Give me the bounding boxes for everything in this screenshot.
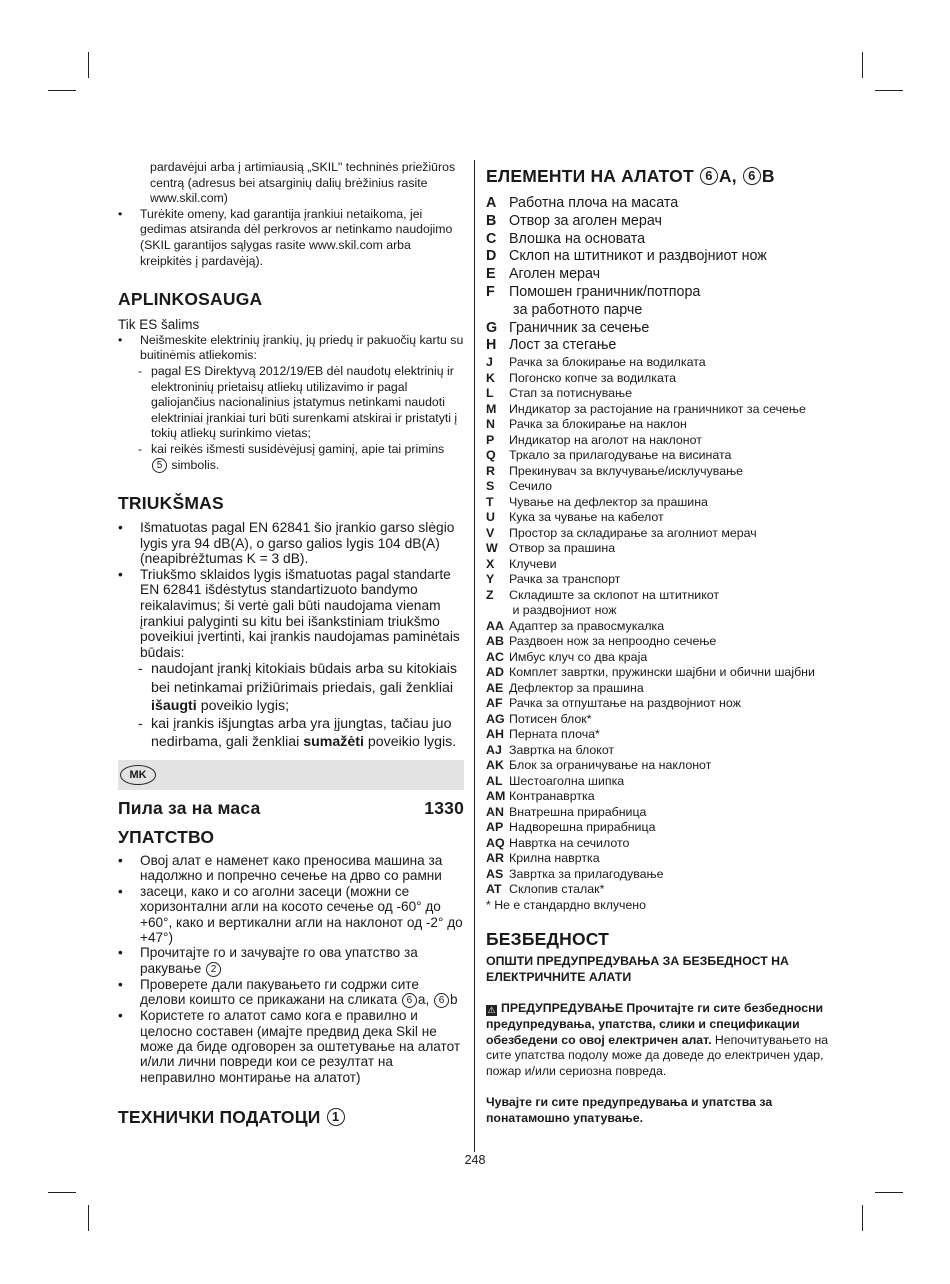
part-item <box>486 650 834 666</box>
section-heading-triuksmas: TRIUKŠMAS <box>118 493 224 514</box>
part-key: J <box>486 355 493 370</box>
part-item <box>486 789 834 805</box>
part-label: Крилна навртка <box>509 851 600 866</box>
part-item <box>486 371 834 387</box>
part-label: Помошен граничник/потпора <box>509 283 701 300</box>
part-item <box>486 805 834 821</box>
part-item <box>486 619 834 635</box>
part-item <box>486 727 834 743</box>
part-key: B <box>486 212 497 229</box>
crop-mark <box>875 90 903 91</box>
part-item <box>486 355 834 371</box>
part-label: Простор за складирање за аголниот мерач <box>509 525 757 540</box>
part-key: D <box>486 248 497 265</box>
disposal-dash-1: - pagal ES Direktyvą 2012/19/EB dėl naudotų elektrinių ir elektroninių prietaisų atliekų utilizavimo ir pagal galiojančius nacionalinius įstatymus netinkami naudoti elektriniai įrankiai turi būti surenkami atskirai ir pristatyti į tokių atliekų surinkimo vietas; <box>118 364 464 442</box>
part-label: Рачка за блокирање на наклон <box>509 417 687 432</box>
part-key: AF <box>486 696 503 711</box>
part-item <box>486 836 834 852</box>
elements-title: ЕЛЕМЕНТИ НА АЛАТОТ <box>486 166 694 186</box>
part-label: Рачка за отпуштање на раздвојниот нож <box>509 696 741 711</box>
part-label: и раздвојниот нож <box>509 603 617 618</box>
mk-section <box>118 798 464 1128</box>
part-key: AQ <box>486 835 505 850</box>
section-heading-upatstvo: УПАТСТВО <box>118 827 215 847</box>
part-label: Внатрешна прирабница <box>509 804 647 819</box>
instructions-bullet-4 <box>118 977 464 1008</box>
noise-dash-2 <box>118 715 464 751</box>
part-item <box>486 820 834 836</box>
crop-mark <box>862 52 863 78</box>
part-key: A <box>486 195 497 211</box>
disposal-dash-2 <box>118 442 464 473</box>
part-key: AT <box>486 882 502 897</box>
part-label: Чување на дефлектор за прашина <box>509 494 708 509</box>
part-item <box>486 464 834 480</box>
part-key: AN <box>486 804 504 819</box>
part-item <box>486 284 834 302</box>
part-item <box>486 320 834 338</box>
part-label: Дефлектор за прашина <box>509 680 644 695</box>
part-label: Завртка на блокот <box>509 742 615 757</box>
part-key: AJ <box>486 742 502 757</box>
figure-reference-2: 2 <box>206 962 221 977</box>
part-label: Тркало за прилагодување на висината <box>509 448 732 463</box>
part-key: AR <box>486 851 504 866</box>
figure-suffix-a: a, <box>417 992 430 1008</box>
part-label: Складиште за склопот на штитникот <box>509 587 720 602</box>
elements-suffix-b: B <box>761 166 775 186</box>
part-label: Лост за стегање <box>509 337 617 354</box>
instructions-bullet-3-text: Прочитајте го и зачувајте го ова упатство за ракување <box>140 945 418 976</box>
part-key: AL <box>486 773 503 788</box>
part-item <box>486 231 834 249</box>
warning-bold-text: ПРЕДУПРЕДУВАЊЕ Прочитајте ги сите безбедносни предупредувања, упатства, слики и спецификации обезбедени со овој електричен алат. <box>486 1001 824 1047</box>
part-key: L <box>486 386 494 401</box>
figure-reference-6A: 6 <box>700 167 718 185</box>
parts-footnote: * Не е стандардно вклучено <box>486 897 646 912</box>
part-label: Блок за ограничување на наклонот <box>509 758 712 773</box>
part-key: AC <box>486 649 504 664</box>
part-label: Рачка за блокирање на водилката <box>509 355 706 370</box>
part-key: U <box>486 510 495 525</box>
part-key: R <box>486 463 495 478</box>
part-label: Склоп на штитникот и раздвојниот нож <box>509 248 767 265</box>
part-label: Адаптер за правосмукалка <box>509 618 665 633</box>
part-key: Y <box>486 572 495 587</box>
part-label: Раздвоен нож за непроодно сечење <box>509 634 717 649</box>
symbol-reference-5: 5 <box>152 458 167 473</box>
part-item <box>486 337 834 355</box>
part-key: AD <box>486 665 504 680</box>
page-number: 248 <box>464 1153 486 1167</box>
part-item <box>486 758 834 774</box>
part-key: AA <box>486 618 504 633</box>
noise-dash-1-end: poveikio lygis; <box>200 697 290 714</box>
disposal-dash-2-text: kai reikės išmesti susidėvėjusį gaminį, apie tai primins <box>151 441 445 456</box>
language-badge: MK <box>120 765 156 785</box>
part-label: Сечило <box>509 479 553 494</box>
noise-bullet-2: • Triukšmo sklaidos lygis išmatuotas pagal standarte EN 62841 išdėstytus standartizuoto bandymo reikalavimus; ši vertė gali būti naudojama vienam įrankiui palyginti su kitu bei išankstiniam triukšmo poveikiui įvertinti, kai įrankis naudojamas paminėtais būdais: <box>118 567 464 661</box>
disposal-dash-2-end: simbolis. <box>171 457 220 472</box>
section-heading-elements <box>486 166 834 187</box>
part-key: AH <box>486 727 504 742</box>
crop-mark <box>862 1205 863 1231</box>
part-key: P <box>486 432 495 447</box>
crop-mark <box>88 1205 89 1231</box>
part-key: E <box>486 266 496 283</box>
instructions-bullet-1: • Овој алат е наменет како преносива машина за надолжно и попречно сечење на дрво со рамни <box>118 853 464 884</box>
part-item <box>486 743 834 759</box>
section-heading-bezbednost: БЕЗБЕДНОСТ <box>486 929 610 950</box>
part-label: Имбус клуч со два краја <box>509 649 648 664</box>
part-label: Надворешна прирабница <box>509 820 656 835</box>
part-key: AB <box>486 634 504 649</box>
part-key: AM <box>486 789 506 804</box>
instructions-bullet-5: • Користете го алатот само кога е правилно и целосно составен (имајте предвид дека Skil не може да биде одговорен за оштетување на алатот и/или лични повреди кои се резултат на неправилно монтирање на алатот) <box>118 1008 464 1085</box>
part-item <box>486 402 834 418</box>
part-label: Погонско копче за водилката <box>509 370 677 385</box>
instructions-bullet-2: • засеци, како и со аголни засеци (можни се хоризонтални агли на косото сечење од -60° до +60°, како и вертикални агли на наклонот од -2° до +47°) <box>118 884 464 946</box>
noise-dash-1-text: naudojant įrankį kitokiais būdais arba su kitokiais bei netinkamai prižiūrimais priedais, gali ženkliai <box>151 661 457 696</box>
warning-paragraph <box>486 1001 834 1079</box>
general-safety-subheading: ОПШТИ ПРЕДУПРЕДУВАЊА ЗА БЕЗБЕДНОСТ НА ЕЛЕКТРИЧНИТЕ АЛАТИ <box>486 954 789 984</box>
part-key: AG <box>486 711 505 726</box>
part-key: W <box>486 541 498 556</box>
noise-bullet-1: • Išmatuotas pagal EN 62841 šio įrankio garso slėgio lygis yra 94 dB(A), o garso galios lygis 104 dB(A) (neapibrėžtumas K = 3 dB). <box>118 520 464 567</box>
part-label: Склопив сталак* <box>509 882 605 897</box>
part-label: Шестоаголна шипка <box>509 773 625 788</box>
part-key <box>486 603 509 619</box>
crop-mark <box>48 90 76 91</box>
part-label: Потисен блок* <box>509 711 592 726</box>
part-item <box>486 681 834 697</box>
section-heading-aplinkosauga: APLINKOSAUGA <box>118 289 263 310</box>
disposal-bullet: • Neišmeskite elektrinių įrankių, jų priedų ir pakuočių kartu su buitinėmis atliekomis: <box>118 333 464 364</box>
part-label: Контранавртка <box>509 789 595 804</box>
part-item <box>486 302 834 320</box>
part-label: Перната плоча* <box>509 727 600 742</box>
part-key: N <box>486 417 495 432</box>
part-label: Работна плоча на масата <box>509 195 679 211</box>
eu-only-label: Tik ES šalims <box>118 317 200 333</box>
part-item <box>486 417 834 433</box>
part-label: Влошка на основата <box>509 230 646 247</box>
part-item <box>486 603 834 619</box>
noise-dash-2-text: kai įrankis išjungtas arba yra įjungtas, tačiau juo nedirbama, gali ženkliai <box>151 716 452 751</box>
part-key <box>486 302 509 320</box>
part-item <box>486 266 834 284</box>
part-item <box>486 851 834 867</box>
part-label: за работното парче <box>509 301 643 318</box>
part-key: K <box>486 370 495 385</box>
part-item <box>486 479 834 495</box>
warranty-bullet: • Turėkite omeny, kad garantija įrankiui netaikoma, jei gedimas atsiranda dėl perkrovos ar netinkamo naudojimo (SKIL garantijos sąlygas rasite www.skil.com arba kreipkitės į pardavėją). <box>118 207 464 269</box>
part-label: Завртка за прилагодување <box>509 866 664 881</box>
part-key: AP <box>486 820 504 835</box>
part-key: T <box>486 494 494 509</box>
figure-suffix-b: b <box>450 992 458 1008</box>
part-key: AE <box>486 680 504 695</box>
part-label: Граничник за сечење <box>509 319 650 336</box>
right-column <box>486 160 834 1127</box>
part-key: V <box>486 525 495 540</box>
part-label: Прекинувач за вклучување/исклучување <box>509 463 744 478</box>
crop-mark <box>48 1192 76 1193</box>
part-key: Z <box>486 587 494 602</box>
part-item <box>486 634 834 650</box>
part-label: Клучеви <box>509 556 557 571</box>
part-label: Индикатор на аголот на наклонот <box>509 432 702 447</box>
part-item <box>486 526 834 542</box>
part-key: G <box>486 319 498 336</box>
part-item <box>486 572 834 588</box>
part-label: Отвор за аголен мерач <box>509 212 662 229</box>
part-key: C <box>486 230 497 247</box>
figure-reference-6B: 6 <box>743 167 761 185</box>
part-key: F <box>486 283 495 300</box>
part-item <box>486 510 834 526</box>
part-item <box>486 248 834 266</box>
part-key: H <box>486 337 497 354</box>
part-label: Аголен мерач <box>509 266 601 283</box>
warning-text: Непочитувањето на сите упатства подолу може да доведе до електричен удар, пожар и/или сериозна повреда. <box>486 1032 829 1078</box>
part-item <box>486 696 834 712</box>
part-item <box>486 495 834 511</box>
part-item <box>486 588 834 604</box>
part-item <box>486 433 834 449</box>
crop-mark <box>875 1192 903 1193</box>
part-item <box>486 213 834 231</box>
part-label: Стап за потиснување <box>509 386 632 401</box>
section-heading-tech-data <box>118 1107 464 1128</box>
part-label: Рачка за транспорт <box>509 572 621 587</box>
keep-instructions-note: Чувајте ги сите предупредувања и упатства за понатамошно упатување. <box>486 1095 773 1126</box>
part-key: AK <box>486 758 504 773</box>
part-label: Кука за чување на кабелот <box>509 510 664 525</box>
part-item <box>486 195 834 213</box>
part-key: Q <box>486 448 496 463</box>
figure-reference-6a: 6 <box>402 993 417 1008</box>
part-item <box>486 712 834 728</box>
part-label: Отвор за прашина <box>509 541 616 556</box>
part-item <box>486 665 834 681</box>
part-label: Навртка на сечилото <box>509 835 630 850</box>
noise-dash-1 <box>118 660 464 715</box>
noise-dash-2-bold: sumažėti <box>303 734 364 751</box>
part-item <box>486 557 834 573</box>
instructions-bullet-4-text: Проверете дали пакувањето ги содржи сите делови коишто се прикажани на сликата <box>140 976 419 1008</box>
part-label: Индикатор за растојание на граничникот за сечење <box>509 401 806 416</box>
part-item <box>486 386 834 402</box>
elements-suffix-a: A, <box>718 166 737 186</box>
product-title: Пила за на маса <box>118 798 261 818</box>
column-divider <box>474 160 475 1152</box>
figure-reference-6b: 6 <box>434 993 449 1008</box>
warranty-continuation: pardavėjui arba į artimiausią „SKIL" techninės priežiūros centrą (adresus bei atsarginių dalių brėžinius rasite www.skil.com) <box>150 160 456 206</box>
part-key: X <box>486 556 495 571</box>
tech-data-title: ТЕХНИЧКИ ПОДАТОЦИ <box>118 1107 321 1128</box>
part-item <box>486 774 834 790</box>
noise-dash-2-end: poveikio lygis. <box>367 734 457 751</box>
crop-mark <box>88 52 89 78</box>
noise-dash-1-bold: išaugti <box>151 697 197 714</box>
language-bar <box>118 760 464 790</box>
part-label: Комплет завртки, пружински шајбни и обични шајбни <box>509 665 815 680</box>
part-key: M <box>486 401 497 416</box>
part-key: S <box>486 479 495 494</box>
parts-list-small <box>486 355 834 898</box>
part-item <box>486 867 834 883</box>
warning-triangle-icon: ⚠ <box>487 1005 496 1016</box>
part-item <box>486 448 834 464</box>
part-item <box>486 882 834 898</box>
left-column <box>118 160 464 1128</box>
parts-list-large <box>486 195 834 355</box>
product-model: 1330 <box>424 798 464 818</box>
instructions-bullet-3 <box>118 945 464 976</box>
part-item <box>486 541 834 557</box>
figure-reference-1: 1 <box>327 1108 345 1126</box>
part-key: AS <box>486 866 504 881</box>
